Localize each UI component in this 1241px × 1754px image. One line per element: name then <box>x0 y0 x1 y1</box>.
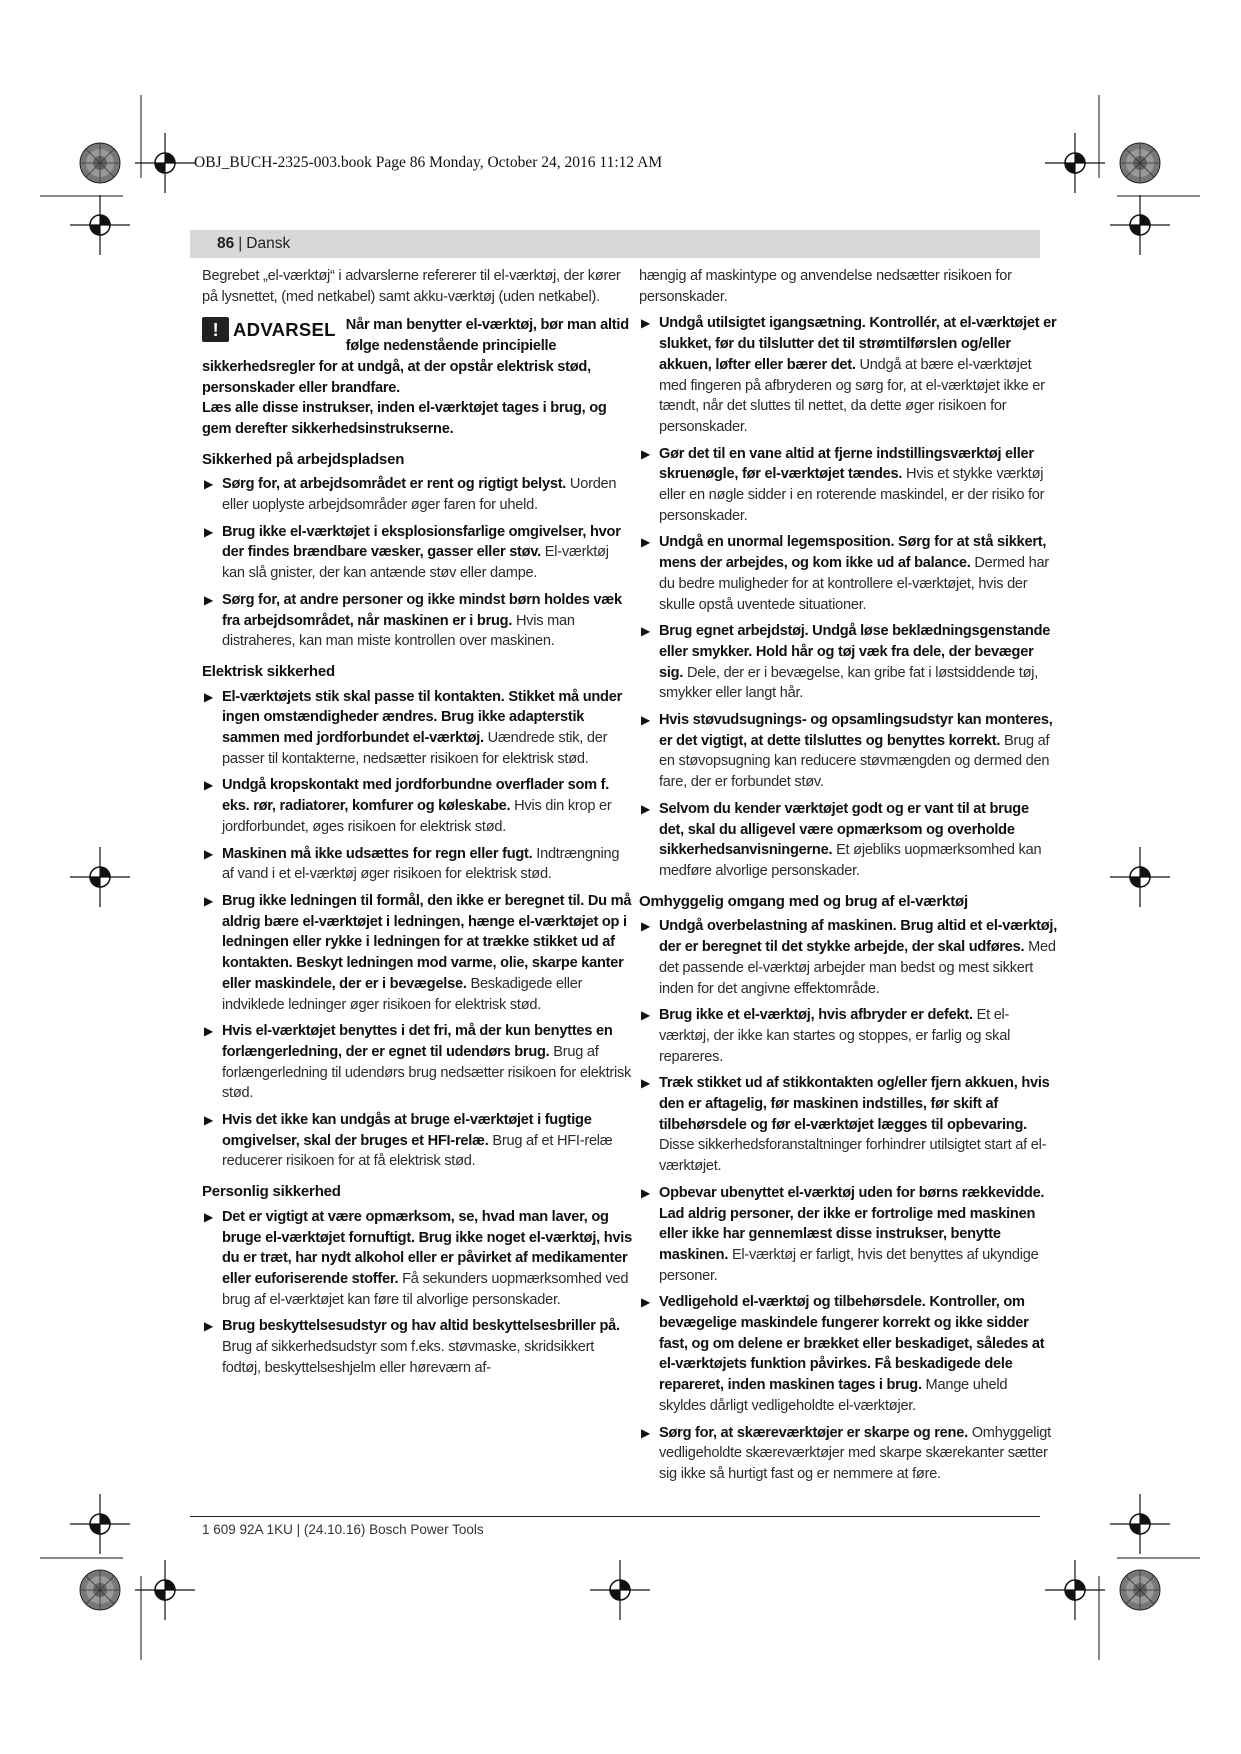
warning-triangle-icon: ! <box>202 317 229 342</box>
language-label: Dansk <box>246 235 291 252</box>
list-item: ▶ Undgå overbelastning af maskinen. Brug altid et el-værktøj, der er beregnet til det stykke arbejde, der skal udføres. Med det passende el-værktøj arbejder man bedst og mest sikkert inden for det angivne effektområde. <box>641 918 1058 997</box>
list-item: ▶ Sørg for, at andre personer og ikke mindst børn holdes væk fra arbejdsområdet, når maskinen er i brug. Hvis man distraheres, kan man miste kontrollen over maskinen. <box>204 591 622 650</box>
list-item: ▶ Maskinen må ikke udsættes for regn eller fugt. Indtrængning af vand i et el-værktøj øger risikoen for elektrisk stød. <box>204 845 620 883</box>
list-item: ▶ Hvis støvudsugnings- og opsamlingsudstyr kan monteres, er det vigtigt, at dette tilsluttes og benyttes korrekt. Brug af en støvopsugning kan reducere støvmængden og dermed den fare, der er forbundet støv. <box>641 712 1053 791</box>
list-item: ▶ Brug beskyttelsesudstyr og hav altid beskyttelsesbriller på. Brug af sikkerhedsudstyr som f.eks. støvmaske, skridsikkert fodtøj, beskyttelseshjelm eller høreværn af- <box>204 1318 620 1376</box>
right-column <box>639 266 1057 1491</box>
list-item: ▶ Brug egnet arbejdstøj. Undgå løse beklædningsgenstande eller smykker. Hold hår og tøj væk fra dele, der bevæger sig. Dele, der er i bevægelse, kan gribe fat i løstsiddende tøj, smykker eller langt hår. <box>641 623 1051 702</box>
bullet-arrow-icon: ▶ <box>204 1024 213 1039</box>
section-heading-workplace: Sikkerhed på arbejdspladsen <box>202 450 405 468</box>
list-item: ▶ Vedligehold el-værktøj og tilbehørsdele. Kontroller, om bevægelige maskindele fungerer korrekt og ikke sidder fast, og om delene er brækket eller beskadiget, således at el-værktøjets funktion påvirkes. Få beskadigede dele repareret, inden maskinen tages i brug. Mange uheld skyldes dårligt vedligeholdte el-værktøjer. <box>641 1294 1045 1414</box>
list-item: ▶ Undgå utilsigtet igangsætning. Kontrollér, at el-værktøjet er slukket, før du tilslutter det til strømtilførslen og/eller akkuen, løfter eller bærer det. Undgå at bære el-værktøjet med fingeren på afbryderen og sørg for, at el-værktøjet ikke er tændt, når det sluttes til nettet, da dette øger risikoen for personskader. <box>641 315 1057 435</box>
list-item: ▶ Hvis det ikke kan undgås at bruge el-værktøjet i fugtige omgivelser, skal der bruges et HFI-relæ. Brug af et HFI-relæ reducerer risikoen for at få elektrisk stød. <box>204 1112 613 1170</box>
list-item: ▶ Brug ikke el-værktøjet i eksplosionsfarlige omgivelser, hvor der findes brændbare væsker, gasser eller støv. El-værktøj kan slå gnister, der kan antænde støv eller dampe. <box>204 523 621 582</box>
bullet-arrow-icon: ▶ <box>204 893 213 908</box>
warning-word: ADVARSEL <box>233 318 336 340</box>
list-item: ▶ Hvis el-værktøjet benyttes i det fri, må der kun benyttes en forlængerledning, der er egnet til udendørs brug. Brug af forlængerledning til udendørs brug nedsætter risikoen for elektrisk stød. <box>204 1023 632 1102</box>
bullet-arrow-icon: ▶ <box>641 446 650 461</box>
bullet-arrow-icon: ▶ <box>204 524 213 539</box>
bullet-arrow-icon: ▶ <box>641 1185 650 1200</box>
bullet-arrow-icon: ▶ <box>641 919 650 934</box>
bullet-arrow-icon: ▶ <box>204 778 213 793</box>
page-footer: 1 609 92A 1KU | (24.10.16) Bosch Power Tools <box>202 1522 484 1537</box>
warning-block <box>202 315 634 439</box>
section-heading-electrical: Elektrisk sikkerhed <box>202 662 335 680</box>
bullet-arrow-icon: ▶ <box>204 846 213 861</box>
bullet-arrow-icon: ▶ <box>641 316 650 331</box>
bullet-arrow-icon: ▶ <box>204 689 213 704</box>
warning-text-keep: Læs alle disse instrukser, inden el-værktøjet tages i brug, og gem derefter sikkerhedsinstrukserne. <box>202 400 607 437</box>
bullet-arrow-icon: ▶ <box>641 713 650 728</box>
bullet-arrow-icon: ▶ <box>204 477 213 492</box>
footer-rule <box>190 1516 1040 1517</box>
bullet-arrow-icon: ▶ <box>204 1113 213 1128</box>
list-item: ▶ Sørg for, at arbejdsområdet er rent og rigtigt belyst. Uorden eller uoplyste arbejdsområder øger faren for uheld. <box>204 476 617 514</box>
list-item: ▶ Træk stikket ud af stikkontakten og/eller fjern akkuen, hvis den er aftagelig, før maskinen indstilles, før skift af tilbehørsdele og før el-værktøjet lægges til opbevaring. Disse sikkerhedsforanstaltninger forhindrer utilsigtet start af el-værktøjet. <box>641 1075 1050 1175</box>
bullet-arrow-icon: ▶ <box>204 1319 213 1334</box>
list-item: ▶ Sørg for, at skæreværktøjer er skarpe og rene. Omhyggeligt vedligeholdte skæreværktøjer med skarpe skærekanter sætter sig ikke så hurtigt fast og er nemmere at føre. <box>641 1424 1051 1482</box>
list-item: ▶ Undgå en unormal legemsposition. Sørg for at stå sikkert, mens der arbejdes, og kom ikke ud af balance. Dermed har du bedre muligheder for at kontrollere el-værktøjet, hvis der skulle opstå uventede situationer. <box>641 534 1049 613</box>
bullet-arrow-icon: ▶ <box>204 1209 213 1224</box>
list-item: ▶ Brug ikke et el-værktøj, hvis afbryder er defekt. Et el-værktøj, der ikke kan startes og stoppes, er farlig og skal repareres. <box>641 1007 1011 1065</box>
bullet-arrow-icon: ▶ <box>641 1008 650 1023</box>
bullet-arrow-icon: ▶ <box>641 1076 650 1091</box>
page-header <box>190 230 1040 258</box>
list-item: ▶ Selvom du kender værktøjet godt og er vant til at bruge det, skal du alligevel være opmærksom og overholde sikkerhedsanvisningerne. Et øjebliks uopmærksomhed kan medføre alvorlige personskader. <box>641 800 1042 879</box>
header-separator: | <box>238 235 243 252</box>
warning-text: Når man benytter el-værktøj, bør man altid følge nedenstående principielle sikkerhedsregler for at undgå, at der opstår elektrisk stød, personskader eller brandfare. <box>202 317 629 396</box>
left-column <box>202 266 634 1384</box>
page-number: 86 <box>217 235 235 252</box>
intro-paragraph: Begrebet „el-værktøj“ i advarslerne refererer til el-værktøj, der kører på lysnettet, (med netkabel) samt akku-værktøj (uden netkabel). <box>202 268 621 305</box>
bullet-arrow-icon: ▶ <box>641 1295 650 1310</box>
list-item: ▶ Undgå kropskontakt med jordforbundne overflader som f. eks. rør, radiatorer, komfurer og køleskabe. Hvis din krop er jordforbundet, øges risikoen for elektrisk stød. <box>204 777 612 835</box>
list-item: ▶ Det er vigtigt at være opmærksom, se, hvad man laver, og bruge el-værktøjet fornuftigt. Brug ikke noget el-værktøj, hvis du er træt, har nydt alkohol eller er påvirket af medikamenter eller euforiserende stoffer. Få sekunders uopmærksomhed ved brug af el-værktøjet kan føre til alvorlige personskader. <box>204 1208 632 1308</box>
section-heading-tool-use: Omhyggelig omgang med og brug af el-værktøj <box>639 892 968 910</box>
warning-label <box>202 317 336 342</box>
bullet-arrow-icon: ▶ <box>641 535 650 550</box>
list-item: ▶ Opbevar ubenyttet el-værktøj uden for børns rækkevidde. Lad aldrig personer, der ikke er fortrolige med maskinen eller ikke har gennemlæst disse instrukser, benytte maskinen. El-værktøj er farligt, hvis det benyttes af ukyndige personer. <box>641 1184 1045 1284</box>
list-item: ▶ Gør det til en vane altid at fjerne indstillingsværktøj eller skruenøgle, før el-værktøjet tændes. Hvis et stykke værktøj eller en nøgle sidder i en roterende maskindel, er der risiko for personskader. <box>641 445 1045 524</box>
continuation-text: hængig af maskintype og anvendelse nedsætter risikoen for personskader. <box>639 268 1012 305</box>
bullet-arrow-icon: ▶ <box>641 624 650 639</box>
print-slug: OBJ_BUCH-2325-003.book Page 86 Monday, October 24, 2016 11:12 AM <box>194 154 663 171</box>
bullet-arrow-icon: ▶ <box>204 592 213 607</box>
section-heading-personal: Personlig sikkerhed <box>202 1183 341 1201</box>
bullet-arrow-icon: ▶ <box>641 1425 650 1440</box>
list-item: ▶ Brug ikke ledningen til formål, den ikke er beregnet til. Du må aldrig bære el-værktøjet i ledningen, hænge el-værktøjet op i ledningen eller rykke i ledningen for at trække stikket ud af kontakten. Beskyt ledningen mod varme, olie, skarpe kanter eller maskindele, der er i bevægelse. Beskadigede eller indviklede ledninger øger risikoen for elektrisk stød. <box>204 892 632 1013</box>
bullet-arrow-icon: ▶ <box>641 801 650 816</box>
list-item: ▶ El-værktøjets stik skal passe til kontakten. Stikket må under ingen omstændigheder ændres. Brug ikke adapterstik sammen med jordforbundet el-værktøj. Uændrede stik, der passer til kontakterne, nedsætter risikoen for elektrisk stød. <box>204 688 623 767</box>
